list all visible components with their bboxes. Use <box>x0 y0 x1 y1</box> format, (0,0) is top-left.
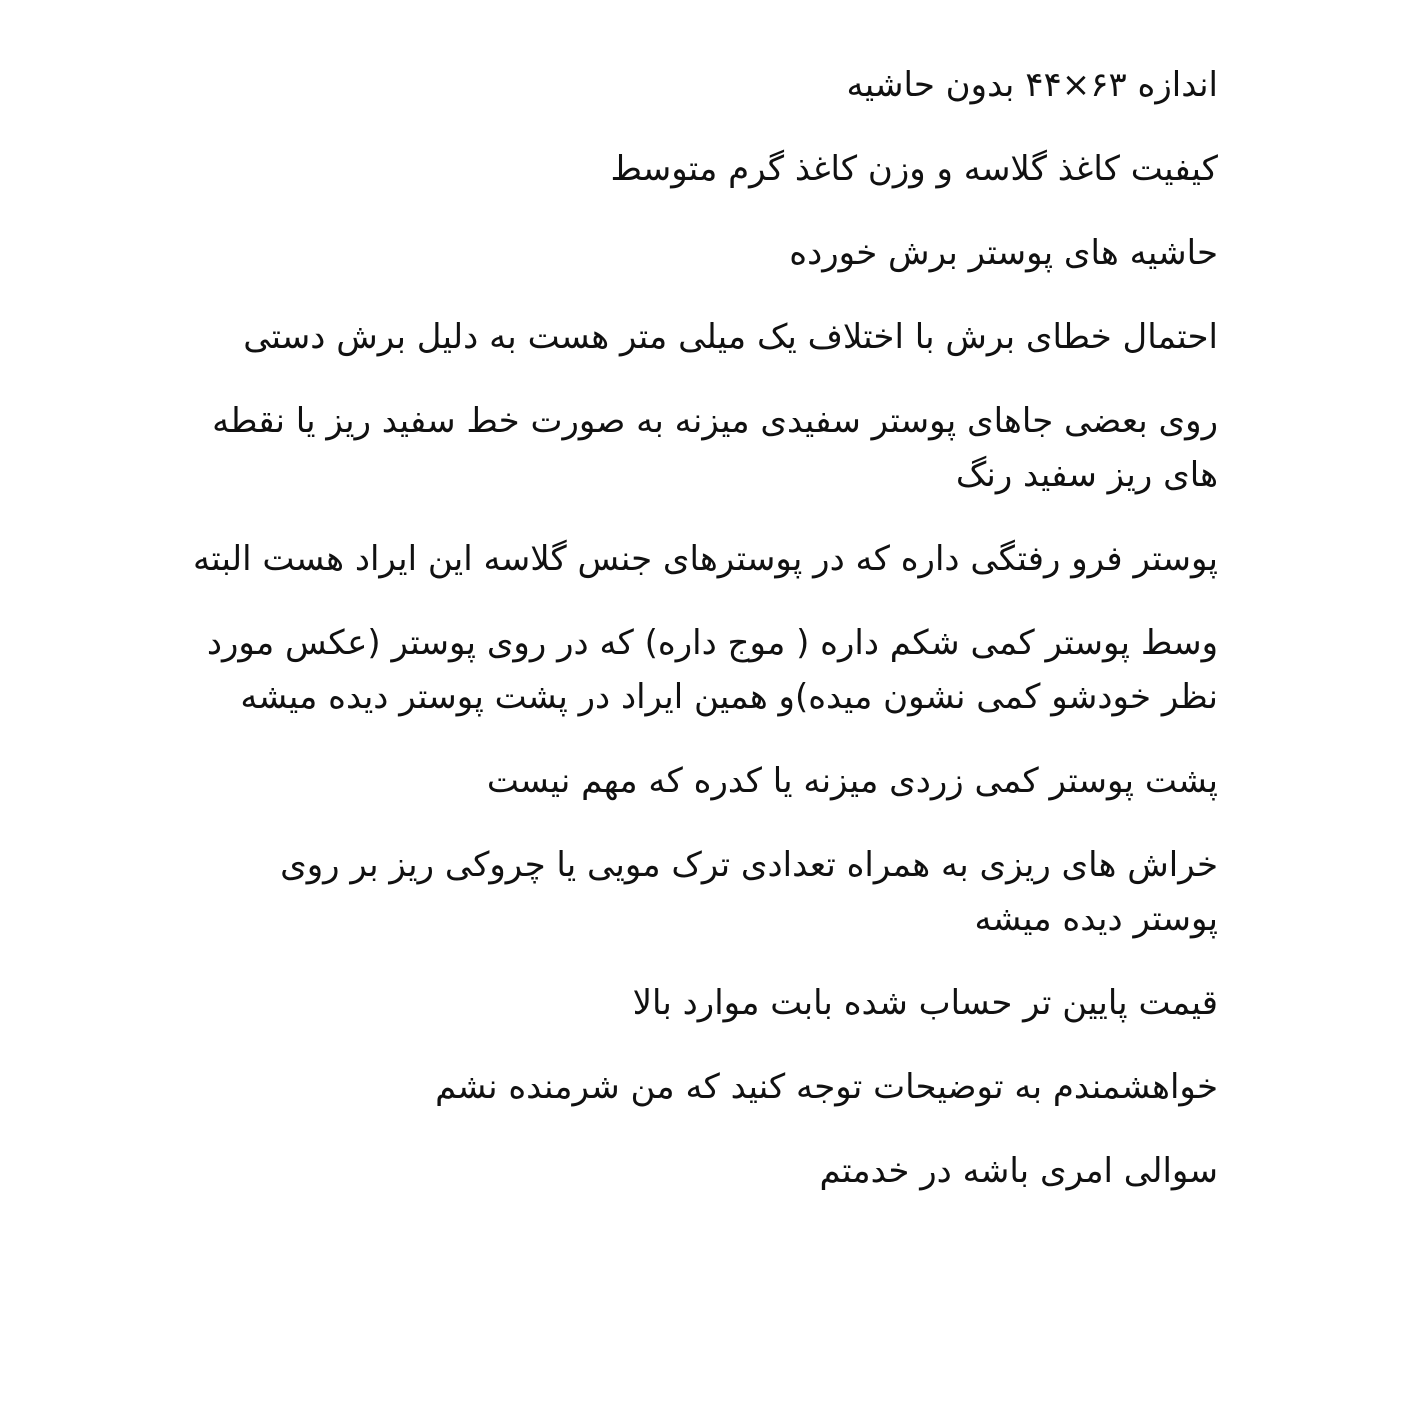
paragraph-paper-quality: کیفیت کاغذ گلاسه و وزن کاغذ گرم متوسط <box>610 149 1218 189</box>
paragraph-dents: پوستر فرو رفتگی داره که در پوسترهای جنس گلاسه این ایراد هست البته <box>193 539 1218 579</box>
paragraph-yellowing: پشت پوستر کمی زردی میزنه یا کدره که مهم نیست <box>486 761 1218 801</box>
paragraph-white-marks: روی بعضی جاهای پوستر سفیدی میزنه به صورت خط سفید ریز یا نقطه های ریز سفید رنگ <box>212 401 1218 495</box>
paragraph-price: قیمت پایین تر حساب شده بابت موارد بالا <box>632 983 1218 1023</box>
paragraph-size: اندازه ۶۳×۴۴ بدون حاشیه <box>846 65 1218 105</box>
paragraph-request: خواهشمندم به توضیحات توجه کنید که من شرمنده نشم <box>435 1067 1218 1107</box>
paragraph-trimmed-margins: حاشیه های پوستر برش خورده <box>789 233 1218 273</box>
paragraph-scratches: خراش های ریزی به همراه تعدادی ترک مویی یا چروکی ریز بر روی پوستر دیده میشه <box>280 845 1218 939</box>
paragraph-questions: سوالی امری باشه در خدمتم <box>819 1151 1218 1191</box>
product-description <box>190 58 1218 1228</box>
paragraph-cut-error: احتمال خطای برش با اختلاف یک میلی متر هست به دلیل برش دستی <box>243 317 1218 357</box>
paragraph-wave: وسط پوستر کمی شکم داره ( موج داره) که در روی پوستر (عکس مورد نظر خودشو کمی نشون میده)و همین ایراد در پشت پوستر دیده میشه <box>206 623 1218 717</box>
